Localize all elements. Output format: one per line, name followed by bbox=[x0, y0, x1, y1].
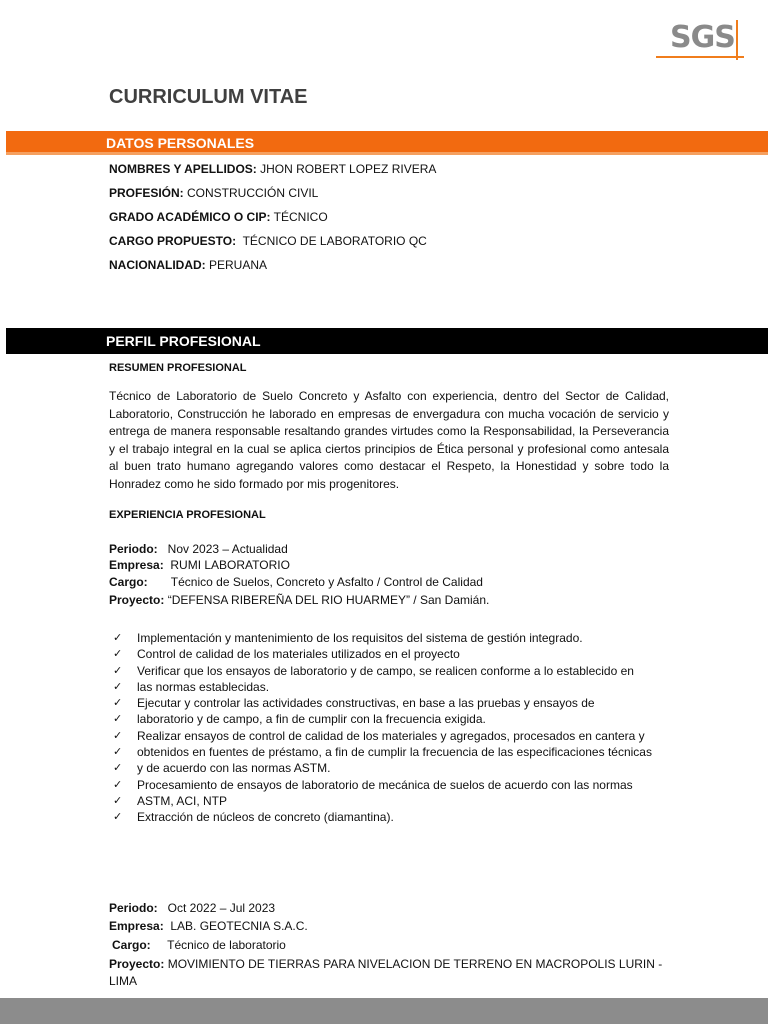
checkmark-icon: ✓ bbox=[113, 713, 123, 726]
job-value: Oct 2022 – Jul 2023 bbox=[157, 901, 276, 915]
field-value: CONSTRUCCIÓN CIVIL bbox=[183, 186, 319, 200]
field-label: NOMBRES Y APELLIDOS: bbox=[109, 162, 257, 176]
job-value: MOVIMIENTO DE TIERRAS PARA NIVELACION DE TERRENO EN MACROPOLIS LURIN - LIMA bbox=[109, 957, 663, 988]
job1-company bbox=[109, 558, 290, 572]
list-item bbox=[109, 679, 669, 695]
field-value: TÉCNICO bbox=[270, 210, 328, 224]
job-label: Empresa: bbox=[109, 919, 164, 933]
job1-task-list bbox=[109, 630, 669, 826]
job1-role bbox=[109, 575, 483, 589]
job-value: RUMI LABORATORIO bbox=[163, 558, 290, 572]
job-label: Empresa: bbox=[109, 558, 164, 572]
document-title: CURRICULUM VITAE bbox=[109, 86, 308, 108]
job2-project bbox=[109, 956, 669, 990]
section-header-profile: PERFIL PROFESIONAL bbox=[6, 328, 768, 354]
list-item bbox=[109, 646, 669, 662]
task-text: Implementación y mantenimiento de los requisitos del sistema de gestión integrado. bbox=[137, 631, 583, 645]
checkmark-icon: ✓ bbox=[113, 811, 123, 824]
field-value: PERUANA bbox=[205, 258, 268, 272]
list-item bbox=[109, 744, 669, 760]
task-text: laboratorio y de campo, a fin de cumplir con la frecuencia exigida. bbox=[137, 712, 486, 727]
section-header-personal: DATOS PERSONALES bbox=[6, 131, 768, 155]
checkmark-icon: ✓ bbox=[113, 648, 123, 661]
job-value: Nov 2023 – Actualidad bbox=[157, 542, 288, 556]
field-value: JHON ROBERT LOPEZ RIVERA bbox=[256, 162, 437, 176]
task-text: Control de calidad de los materiales utilizados en el proyecto bbox=[137, 647, 460, 662]
footer-bar bbox=[0, 998, 768, 1024]
task-text: y de acuerdo con las normas ASTM. bbox=[137, 761, 331, 776]
checkmark-icon: ✓ bbox=[113, 664, 123, 677]
list-item bbox=[109, 630, 669, 646]
checkmark-icon: ✓ bbox=[113, 778, 123, 791]
list-item bbox=[109, 793, 669, 809]
checkmark-icon: ✓ bbox=[113, 794, 123, 807]
list-item bbox=[109, 809, 669, 825]
job1-project bbox=[109, 593, 489, 607]
list-item bbox=[109, 695, 669, 711]
job-value: Técnico de laboratorio bbox=[150, 938, 286, 952]
checkmark-icon: ✓ bbox=[113, 632, 123, 644]
job-label: Periodo: bbox=[109, 542, 158, 556]
task-text: Verificar que los ensayos de laboratorio y de campo, se realicen conforme a lo establecido en bbox=[137, 663, 634, 678]
job-label: Cargo: bbox=[109, 575, 148, 589]
task-text: obtenidos en fuentes de préstamo, a fin de cumplir la frecuencia de las especificaciones técnicas bbox=[137, 745, 652, 760]
list-item bbox=[109, 663, 669, 679]
task-text: Ejecutar y controlar las actividades constructivas, en base a las pruebas y ensayos de bbox=[137, 696, 595, 711]
list-item bbox=[109, 711, 669, 727]
job-label: Proyecto: bbox=[109, 593, 165, 607]
field-nationality bbox=[109, 258, 267, 272]
logo-text: SGS bbox=[670, 20, 735, 55]
job2-role bbox=[112, 938, 286, 952]
logo-accent-line bbox=[656, 56, 744, 58]
task-text: Extracción de núcleos de concreto (diamantina). bbox=[137, 810, 394, 825]
task-text: las normas establecidas. bbox=[137, 679, 270, 694]
job1-period bbox=[109, 542, 288, 556]
job-label: Proyecto: bbox=[109, 957, 165, 971]
field-label: PROFESIÓN: bbox=[109, 186, 184, 200]
job-label: Periodo: bbox=[109, 901, 158, 915]
field-position bbox=[109, 234, 427, 248]
sgs-logo bbox=[656, 18, 744, 62]
checkmark-icon: ✓ bbox=[113, 697, 123, 710]
field-label: CARGO PROPUESTO: bbox=[109, 234, 237, 248]
task-text: Procesamiento de ensayos de laboratorio de mecánica de suelos de acuerdo con las normas bbox=[137, 777, 633, 792]
experience-heading: EXPERIENCIA PROFESIONAL bbox=[109, 509, 266, 521]
field-label: NACIONALIDAD: bbox=[109, 258, 206, 272]
job-value: “DEFENSA RIBEREÑA DEL RIO HUARMEY” / San Damián. bbox=[164, 593, 490, 607]
job-value: LAB. GEOTECNIA S.A.C. bbox=[163, 919, 308, 933]
list-item bbox=[109, 760, 669, 776]
summary-heading: RESUMEN PROFESIONAL bbox=[109, 362, 247, 374]
task-text: Realizar ensayos de control de calidad de los materiales y agregados, procesados en cantera y bbox=[137, 728, 645, 743]
list-item bbox=[109, 777, 669, 793]
job-label: Cargo: bbox=[112, 938, 151, 952]
checkmark-icon: ✓ bbox=[113, 762, 123, 775]
logo-accent-line-vertical bbox=[736, 20, 738, 60]
field-value: TÉCNICO DE LABORATORIO QC bbox=[236, 234, 427, 248]
job2-period bbox=[109, 901, 275, 915]
job-value: Técnico de Suelos, Concreto y Asfalto / Control de Calidad bbox=[147, 575, 483, 589]
task-text: ASTM, ACI, NTP bbox=[137, 793, 228, 808]
checkmark-icon: ✓ bbox=[113, 680, 123, 693]
summary-text: Técnico de Laboratorio de Suelo Concreto y Asfalto con experiencia, dentro del Sector de Calidad, Laboratorio, Construcción he laborado en empresas de envergadura con mucha vocación de servicio y entrega de manera responsable resaltando grandes virtudes como la Responsabilidad, la Perseverancia y el trabajo integral en la cual se aplica ciertos principios de Ética personal y profesional como antesala al buen trato humano agregando valores como destacar el Respeto, la Honestidad y sobre todo la Honradez como he sido formado por mis progenitores. bbox=[109, 389, 669, 491]
field-profession bbox=[109, 186, 318, 200]
list-item bbox=[109, 728, 669, 744]
checkmark-icon: ✓ bbox=[113, 746, 123, 759]
checkmark-icon: ✓ bbox=[113, 729, 123, 742]
field-degree bbox=[109, 210, 328, 224]
field-name bbox=[109, 162, 436, 176]
job2-company bbox=[109, 919, 308, 933]
field-label: GRADO ACADÉMICO O CIP: bbox=[109, 210, 271, 224]
